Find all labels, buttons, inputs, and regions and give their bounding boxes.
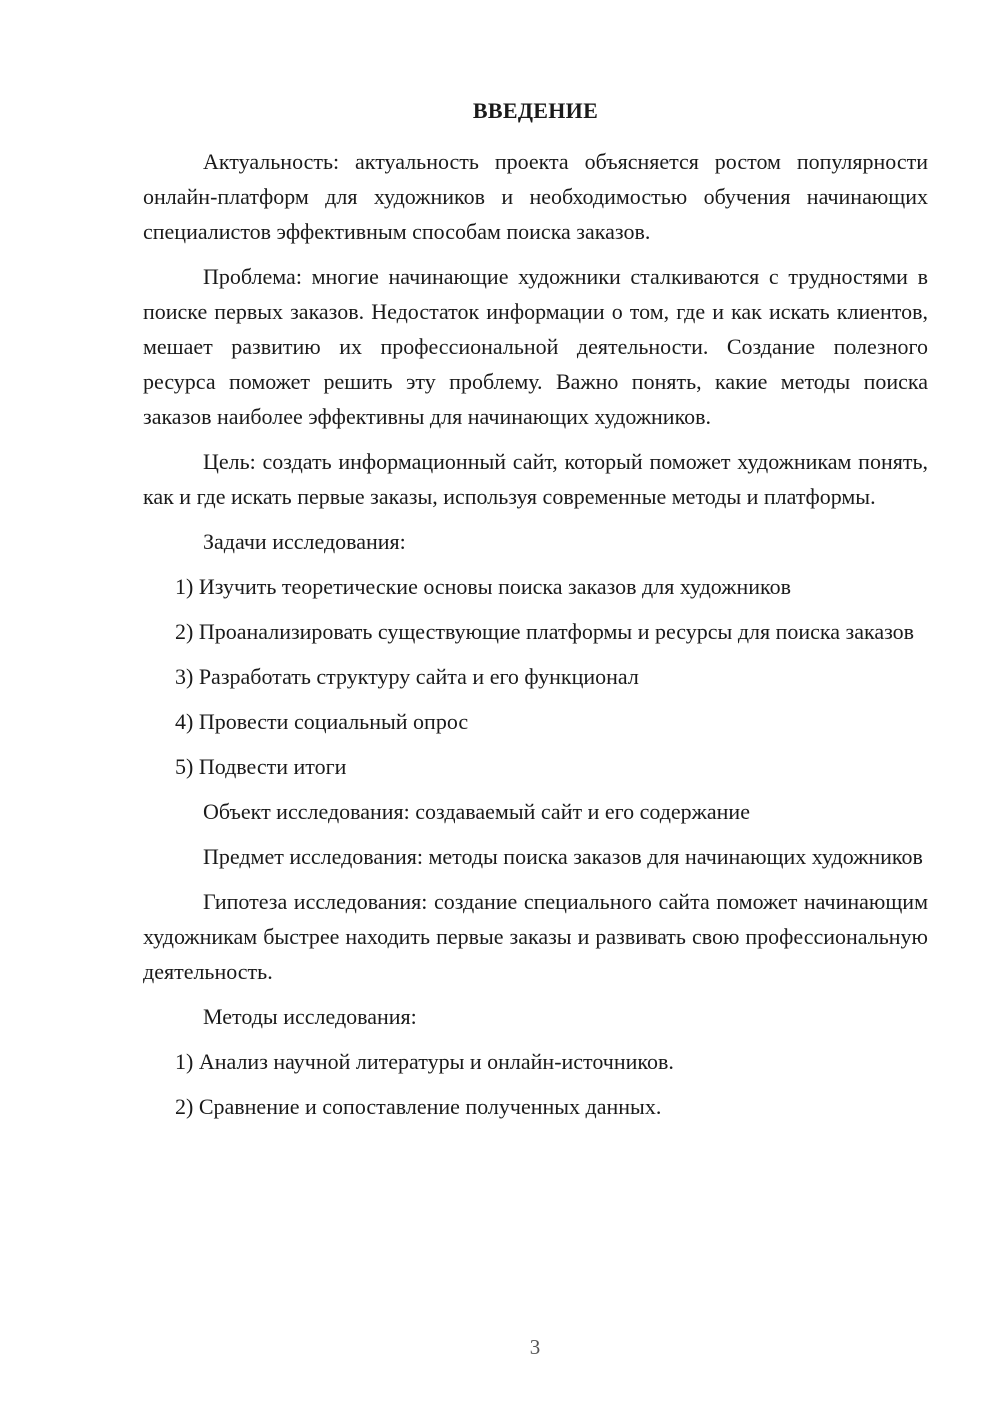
page-heading: ВВЕДЕНИЕ <box>472 98 599 123</box>
paragraph-problem: Проблема: многие начинающие художники сталкиваются с трудностями в поиске первых заказов. Недостаток информации о том, где и как искать клиентов, мешает развитию их профессиональной деятельности. Создание полезного ресурса поможет решить эту проблему. Важно понять, какие методы поиска заказов наиболее эффективны для начинающих художников. <box>143 264 928 429</box>
list-item-task-2: 2) Проанализировать существующие платформы и ресурсы для поиска заказов <box>175 619 915 644</box>
document-page <box>143 96 928 1134</box>
list-item-task-5: 5) Подвести итоги <box>175 754 347 779</box>
paragraph-relevance: Актуальность: актуальность проекта объясняется ростом популярности онлайн-платформ для художников и необходимостью обучения начинающих специалистов эффективным способам поиска заказов. <box>143 149 928 244</box>
paragraph-tasks-heading: Задачи исследования: <box>203 529 406 554</box>
list-item-method-1: 1) Анализ научной литературы и онлайн-источников. <box>175 1049 674 1074</box>
paragraph-methods-heading: Методы исследования: <box>203 1004 417 1029</box>
page-number: 3 <box>529 1335 541 1359</box>
paragraph-object: Объект исследования: создаваемый сайт и его содержание <box>203 799 750 824</box>
paragraph-subject: Предмет исследования: методы поиска заказов для начинающих художников <box>203 844 923 869</box>
paragraph-hypothesis: Гипотеза исследования: создание специального сайта поможет начинающим художникам быстрее находить первые заказы и развивать свою профессиональную деятельность. <box>143 889 928 984</box>
list-item-method-2: 2) Сравнение и сопоставление полученных данных. <box>175 1094 662 1119</box>
list-item-task-4: 4) Провести социальный опрос <box>175 709 469 734</box>
paragraph-goal: Цель: создать информационный сайт, который поможет художникам понять, как и где искать первые заказы, используя современные методы и платформы. <box>143 449 928 509</box>
list-item-task-1: 1) Изучить теоретические основы поиска заказов для художников <box>175 574 791 599</box>
list-item-task-3: 3) Разработать структуру сайта и его функционал <box>175 664 639 689</box>
